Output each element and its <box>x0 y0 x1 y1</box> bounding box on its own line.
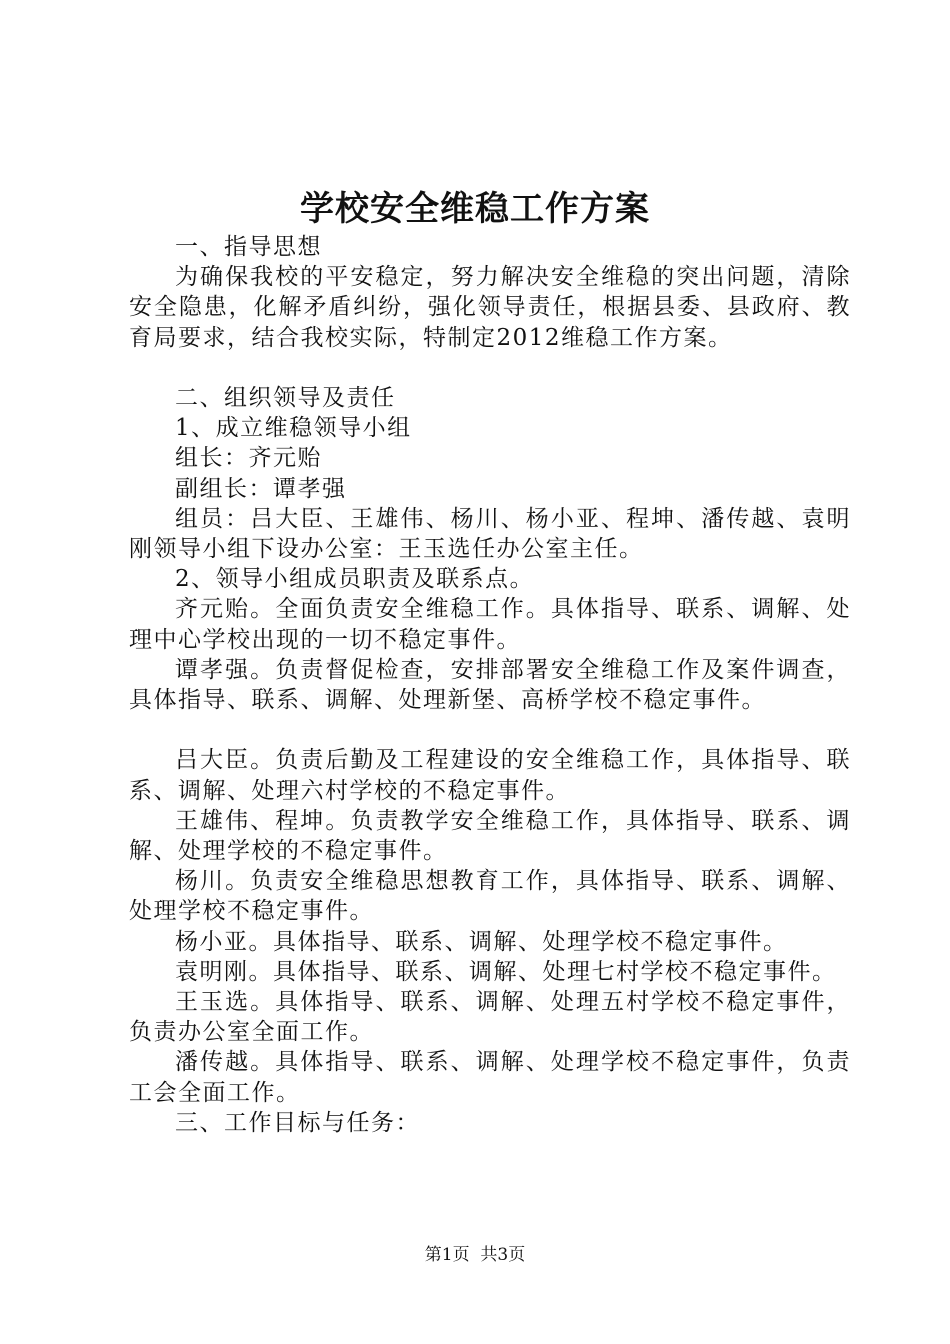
paragraph: 谭孝强。负责督促检查，安排部署安全维稳工作及案件调查，具体指导、联系、调解、处理新堡、高桥学校不稳定事件。 <box>129 656 851 714</box>
paragraph: 王玉选。具体指导、联系、调解、处理五村学校不稳定事件，负责办公室全面工作。 <box>129 989 851 1046</box>
paragraph: 吕大臣。负责后勤及工程建设的安全维稳工作，具体指导、联系、调解、处理六村学校的不稳定事件。 <box>129 747 851 804</box>
page-number-total: 共3页 <box>480 1245 526 1265</box>
paragraph: 齐元贻。全面负责安全维稳工作。具体指导、联系、调解、处理中心学校出现的一切不稳定事件。 <box>129 596 851 653</box>
paragraph: 杨川。负责安全维稳思想教育工作，具体指导、联系、调解、处理学校不稳定事件。 <box>129 868 851 925</box>
paragraph: 三、工作目标与任务： <box>175 1109 420 1136</box>
paragraph: 组长：齐元贻 <box>175 445 322 472</box>
paragraph: 2、领导小组成员职责及联系点。 <box>175 566 535 593</box>
paragraph: 为确保我校的平安稳定，努力解决安全维稳的突出问题，清除安全隐患，化解矛盾纠纷，强化领导责任，根据县委、县政府、教育局要求，结合我校实际，特制定2012维稳工作方案。 <box>129 264 851 351</box>
paragraph: 潘传越。具体指导、联系、调解、处理学校不稳定事件，负责工会全面工作。 <box>129 1049 851 1106</box>
document-title: 学校安全维稳工作方案 <box>300 189 650 229</box>
paragraph: 王雄伟、程坤。负责教学安全维稳工作，具体指导、联系、调解、处理学校的不稳定事件。 <box>129 807 851 865</box>
paragraph: 副组长：谭孝强 <box>175 475 347 502</box>
paragraph: 杨小亚。具体指导、联系、调解、处理学校不稳定事件。 <box>175 928 788 955</box>
paragraph: 袁明刚。具体指导、联系、调解、处理七村学校不稳定事件。 <box>175 958 837 985</box>
blank-line <box>129 715 851 745</box>
page-number-current: 第1页 <box>424 1245 470 1265</box>
paragraph: 组员：吕大臣、王雄伟、杨川、杨小亚、程坤、潘传越、袁明刚领导小组下设办公室：王玉选任办公室主任。 <box>129 505 851 563</box>
paragraph: 二、组织领导及责任 <box>175 385 396 411</box>
document-body <box>129 232 851 1138</box>
blank-line <box>129 353 851 383</box>
paragraph: 一、指导思想 <box>175 234 322 260</box>
paragraph: 1、成立维稳领导小组 <box>175 415 412 442</box>
page-footer <box>0 1243 950 1267</box>
